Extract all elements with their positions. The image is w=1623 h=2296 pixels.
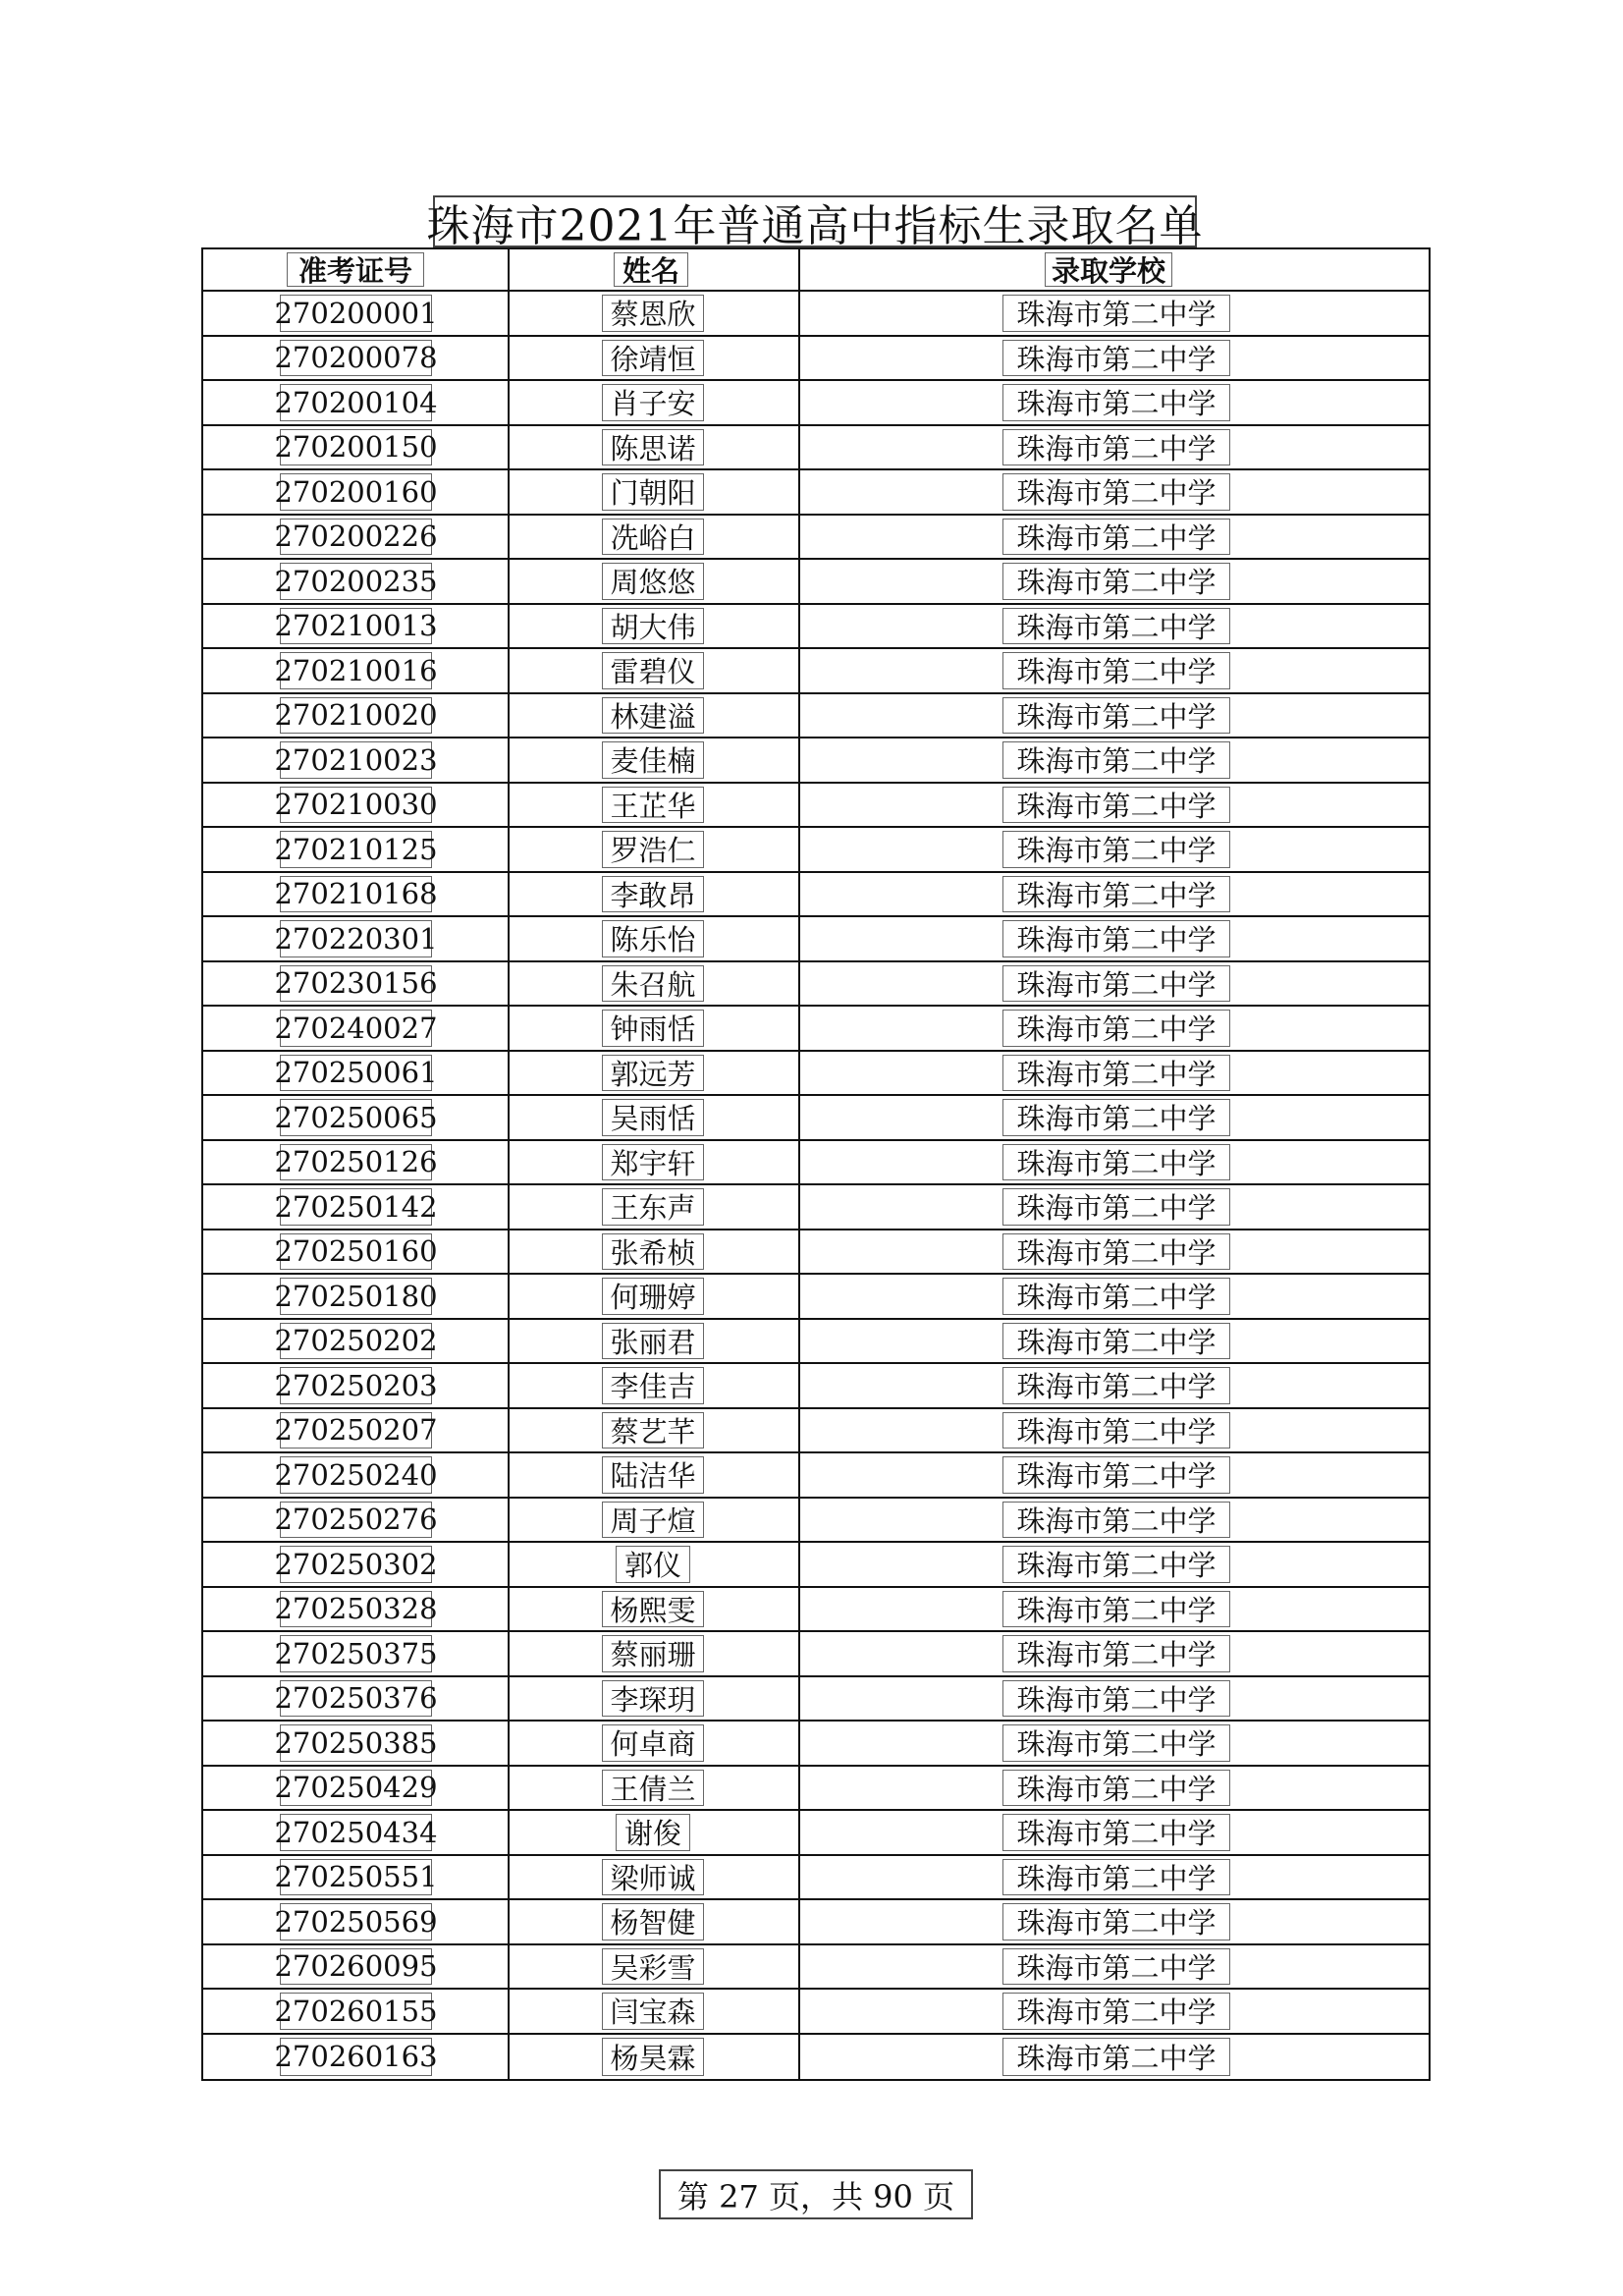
school-cell: 珠海市第二中学 — [1002, 1412, 1230, 1449]
column-divider — [508, 1052, 510, 1095]
column-divider — [798, 1543, 800, 1586]
exam-id-cell: 270250203 — [274, 1368, 438, 1402]
school-cell: 珠海市第二中学 — [1002, 697, 1230, 735]
name-cell: 陈乐怡 — [602, 920, 704, 957]
table-row — [203, 470, 1429, 516]
name-cell: 闫宝森 — [602, 1993, 704, 2030]
name-cell: 门朝阳 — [602, 473, 704, 511]
school-cell: 珠海市第二中学 — [1002, 1323, 1230, 1360]
name-cell: 谢俊 — [616, 1814, 690, 1851]
column-divider — [508, 426, 510, 469]
exam-id-cell: 270250569 — [274, 1904, 438, 1939]
name-cell: 李敢昂 — [602, 876, 704, 913]
table-row — [203, 1990, 1429, 2035]
school-cell: 珠海市第二中学 — [1002, 920, 1230, 957]
school-cell: 珠海市第二中学 — [1002, 1502, 1230, 1539]
school-cell: 珠海市第二中学 — [1002, 1814, 1230, 1851]
school-cell: 珠海市第二中学 — [1002, 1144, 1230, 1181]
name-cell: 陈思诺 — [602, 429, 704, 466]
exam-id-cell: 270250126 — [274, 1145, 438, 1179]
name-cell: 徐靖恒 — [602, 340, 704, 377]
exam-id-cell: 270250202 — [274, 1324, 438, 1358]
exam-id-cell: 270250061 — [274, 1056, 438, 1090]
exam-id-cell: 270250207 — [274, 1413, 438, 1448]
school-cell: 珠海市第二中学 — [1002, 965, 1230, 1003]
column-divider — [798, 1900, 800, 1943]
name-cell: 周悠悠 — [602, 563, 704, 600]
header-school: 录取学校 — [1045, 252, 1172, 287]
column-divider — [508, 1767, 510, 1810]
column-divider — [508, 1722, 510, 1765]
name-cell: 陆洁华 — [602, 1456, 704, 1494]
exam-id-cell: 270250180 — [274, 1279, 438, 1313]
column-divider — [798, 1141, 800, 1184]
column-divider — [508, 516, 510, 559]
table-row — [203, 426, 1429, 471]
column-divider — [798, 516, 800, 559]
school-cell: 珠海市第二中学 — [1002, 519, 1230, 556]
column-divider — [798, 1722, 800, 1765]
table-row — [203, 1052, 1429, 1097]
exam-id-cell: 270250065 — [274, 1100, 438, 1134]
column-divider — [508, 1141, 510, 1184]
column-divider — [508, 1320, 510, 1363]
column-divider — [508, 337, 510, 380]
name-cell: 张丽君 — [602, 1323, 704, 1360]
exam-id-cell: 270230156 — [274, 966, 438, 1001]
name-cell: 李琛玥 — [602, 1680, 704, 1718]
column-divider — [508, 470, 510, 514]
column-divider — [798, 1945, 800, 1989]
column-divider — [798, 1811, 800, 1854]
exam-id-cell: 270250375 — [274, 1636, 438, 1670]
school-cell: 珠海市第二中学 — [1002, 1680, 1230, 1718]
column-divider — [798, 1052, 800, 1095]
table-row — [203, 292, 1429, 337]
column-divider — [798, 1453, 800, 1497]
school-cell: 珠海市第二中学 — [1002, 1188, 1230, 1226]
school-cell: 珠海市第二中学 — [1002, 563, 1230, 600]
exam-id-cell: 270250551 — [274, 1860, 438, 1894]
name-cell: 李佳吉 — [602, 1367, 704, 1404]
name-cell: 郭远芳 — [602, 1055, 704, 1092]
name-cell: 周子煊 — [602, 1502, 704, 1539]
column-divider — [798, 1185, 800, 1229]
column-divider — [508, 1945, 510, 1989]
column-divider — [798, 1409, 800, 1452]
page-title: 珠海市2021年普通高中指标生录取名单 — [433, 195, 1197, 247]
name-cell: 吴彩雪 — [602, 1948, 704, 1986]
table-row — [203, 917, 1429, 962]
table-row — [203, 1275, 1429, 1320]
column-divider — [798, 1767, 800, 1810]
school-cell: 珠海市第二中学 — [1002, 1546, 1230, 1583]
exam-id-cell: 270210030 — [274, 788, 438, 822]
school-cell: 珠海市第二中学 — [1002, 1724, 1230, 1762]
table-row — [203, 2035, 1429, 2080]
column-divider — [508, 962, 510, 1006]
school-cell: 珠海市第二中学 — [1002, 1055, 1230, 1092]
table-row — [203, 381, 1429, 426]
table-row — [203, 828, 1429, 873]
table-row — [203, 605, 1429, 650]
column-divider — [798, 470, 800, 514]
column-divider — [798, 962, 800, 1006]
column-divider — [508, 1811, 510, 1854]
column-divider — [508, 649, 510, 692]
school-cell: 珠海市第二中学 — [1002, 2038, 1230, 2077]
exam-id-cell: 270200226 — [274, 519, 438, 554]
name-cell: 张希桢 — [602, 1233, 704, 1271]
column-divider — [508, 560, 510, 603]
school-cell: 珠海市第二中学 — [1002, 384, 1230, 421]
table-row — [203, 516, 1429, 561]
column-divider — [508, 1499, 510, 1542]
column-divider — [798, 694, 800, 738]
column-divider — [508, 694, 510, 738]
column-divider — [798, 1990, 800, 2033]
column-divider — [798, 2035, 800, 2080]
table-row — [203, 649, 1429, 694]
school-cell: 珠海市第二中学 — [1002, 1948, 1230, 1986]
column-divider — [798, 1364, 800, 1407]
table-row — [203, 1588, 1429, 1633]
table-row — [203, 1364, 1429, 1409]
column-divider — [798, 1632, 800, 1675]
school-cell: 珠海市第二中学 — [1002, 1993, 1230, 2030]
column-divider — [798, 1856, 800, 1899]
table-row — [203, 1141, 1429, 1186]
column-divider — [508, 917, 510, 960]
school-cell: 珠海市第二中学 — [1002, 1635, 1230, 1672]
school-cell: 珠海市第二中学 — [1002, 473, 1230, 511]
header-name: 姓名 — [614, 252, 688, 287]
exam-id-cell: 270250434 — [274, 1815, 438, 1849]
table-row — [203, 1722, 1429, 1767]
column-divider — [798, 873, 800, 916]
school-cell: 珠海市第二中学 — [1002, 1010, 1230, 1047]
name-cell: 钟雨恬 — [602, 1010, 704, 1047]
column-divider — [508, 1409, 510, 1452]
name-cell: 吴雨恬 — [602, 1099, 704, 1136]
exam-id-cell: 270260163 — [280, 2038, 432, 2077]
table-row — [203, 1096, 1429, 1141]
exam-id-cell: 270210013 — [274, 609, 438, 643]
table-row — [203, 1543, 1429, 1588]
name-cell: 梁师诚 — [602, 1859, 704, 1896]
name-cell: 何卓商 — [602, 1724, 704, 1762]
table-body — [203, 292, 1429, 2079]
exam-id-cell: 270240027 — [274, 1011, 438, 1045]
column-divider — [798, 1677, 800, 1721]
exam-id-cell: 270200001 — [274, 296, 438, 330]
exam-id-cell: 270250302 — [274, 1547, 438, 1581]
name-cell: 蔡恩欣 — [602, 295, 704, 332]
name-cell: 朱召航 — [602, 965, 704, 1003]
column-divider — [508, 1453, 510, 1497]
column-divider — [798, 292, 800, 335]
column-divider — [508, 784, 510, 827]
exam-id-cell: 270250328 — [274, 1592, 438, 1626]
column-divider — [798, 381, 800, 424]
column-divider — [508, 738, 510, 782]
school-cell: 珠海市第二中学 — [1002, 1859, 1230, 1896]
column-divider — [798, 1007, 800, 1050]
table-row — [203, 1945, 1429, 1991]
exam-id-cell: 270210168 — [274, 877, 438, 911]
column-divider — [798, 560, 800, 603]
exam-id-cell: 270250385 — [274, 1725, 438, 1760]
school-cell: 珠海市第二中学 — [1002, 652, 1230, 689]
exam-id-cell: 270200235 — [274, 564, 438, 598]
column-divider — [508, 1364, 510, 1407]
school-cell: 珠海市第二中学 — [1002, 1770, 1230, 1807]
exam-id-cell: 270250240 — [274, 1457, 438, 1492]
column-divider — [798, 249, 800, 290]
header-exam-id: 准考证号 — [287, 252, 424, 287]
column-divider — [798, 605, 800, 648]
column-divider — [508, 605, 510, 648]
table-row — [203, 1900, 1429, 1945]
exam-id-cell: 270250376 — [274, 1681, 438, 1716]
name-cell: 蔡丽珊 — [602, 1635, 704, 1672]
column-divider — [508, 1230, 510, 1274]
name-cell: 肖子安 — [602, 384, 704, 421]
column-divider — [508, 1990, 510, 2033]
column-divider — [508, 873, 510, 916]
table-row — [203, 784, 1429, 829]
exam-id-cell: 270250142 — [274, 1189, 438, 1224]
exam-id-cell: 270250276 — [274, 1503, 438, 1537]
table-row — [203, 1767, 1429, 1812]
column-divider — [508, 1185, 510, 1229]
admission-table — [201, 247, 1431, 2081]
column-divider — [798, 649, 800, 692]
table-row — [203, 337, 1429, 382]
column-divider — [798, 337, 800, 380]
exam-id-cell: 270260095 — [274, 1949, 438, 1984]
table-row — [203, 1811, 1429, 1856]
column-divider — [508, 249, 510, 290]
name-cell: 林建溢 — [602, 697, 704, 735]
exam-id-cell: 270200150 — [274, 430, 438, 465]
column-divider — [798, 738, 800, 782]
school-cell: 珠海市第二中学 — [1002, 876, 1230, 913]
column-divider — [508, 828, 510, 871]
table-row — [203, 1230, 1429, 1276]
name-cell: 雷碧仪 — [602, 652, 704, 689]
exam-id-cell: 270210023 — [274, 742, 438, 777]
school-cell: 珠海市第二中学 — [1002, 295, 1230, 332]
exam-id-cell: 270200160 — [274, 474, 438, 509]
school-cell: 珠海市第二中学 — [1002, 741, 1230, 779]
name-cell: 王倩兰 — [602, 1770, 704, 1807]
column-divider — [798, 1499, 800, 1542]
column-divider — [508, 1677, 510, 1721]
school-cell: 珠海市第二中学 — [1002, 608, 1230, 645]
exam-id-cell: 270260155 — [274, 1994, 438, 2028]
name-cell: 蔡艺芊 — [602, 1412, 704, 1449]
school-cell: 珠海市第二中学 — [1002, 1278, 1230, 1315]
school-cell: 珠海市第二中学 — [1002, 1903, 1230, 1941]
column-divider — [508, 381, 510, 424]
column-divider — [508, 1632, 510, 1675]
table-row — [203, 1409, 1429, 1454]
column-divider — [508, 1275, 510, 1318]
exam-id-cell: 270210020 — [274, 698, 438, 733]
table-row — [203, 1185, 1429, 1230]
name-cell: 冼峪白 — [602, 519, 704, 556]
column-divider — [798, 1275, 800, 1318]
exam-id-cell: 270210016 — [274, 653, 438, 687]
exam-id-cell: 270200078 — [274, 341, 438, 375]
column-divider — [508, 1856, 510, 1899]
column-divider — [508, 1588, 510, 1631]
column-divider — [508, 1096, 510, 1139]
name-cell: 杨智健 — [602, 1903, 704, 1941]
school-cell: 珠海市第二中学 — [1002, 787, 1230, 824]
exam-id-cell: 270250429 — [274, 1771, 438, 1805]
school-cell: 珠海市第二中学 — [1002, 1591, 1230, 1628]
table-row — [203, 1007, 1429, 1052]
name-cell: 罗浩仁 — [602, 831, 704, 868]
page-number: 第 27 页，共 90 页 — [659, 2169, 973, 2219]
name-cell: 杨熙雯 — [602, 1591, 704, 1628]
column-divider — [798, 1320, 800, 1363]
column-divider — [798, 426, 800, 469]
name-cell: 胡大伟 — [602, 608, 704, 645]
name-cell: 郑宇轩 — [602, 1144, 704, 1181]
school-cell: 珠海市第二中学 — [1002, 1099, 1230, 1136]
table-row — [203, 1632, 1429, 1677]
column-divider — [798, 1230, 800, 1274]
exam-id-cell: 270210125 — [274, 832, 438, 866]
column-divider — [798, 784, 800, 827]
name-cell: 王芷华 — [602, 787, 704, 824]
name-cell: 王东声 — [602, 1188, 704, 1226]
exam-id-cell: 270200104 — [274, 385, 438, 419]
table-row — [203, 1856, 1429, 1901]
table-row — [203, 1499, 1429, 1544]
column-divider — [508, 1543, 510, 1586]
column-divider — [508, 1007, 510, 1050]
school-cell: 珠海市第二中学 — [1002, 1456, 1230, 1494]
school-cell: 珠海市第二中学 — [1002, 1233, 1230, 1271]
exam-id-cell: 270220301 — [274, 921, 438, 956]
column-divider — [798, 1096, 800, 1139]
name-cell: 何珊婷 — [602, 1278, 704, 1315]
table-row — [203, 1320, 1429, 1365]
table-row — [203, 1453, 1429, 1499]
school-cell: 珠海市第二中学 — [1002, 429, 1230, 466]
table-row — [203, 694, 1429, 739]
school-cell: 珠海市第二中学 — [1002, 831, 1230, 868]
table-row — [203, 1677, 1429, 1722]
column-divider — [798, 1588, 800, 1631]
column-divider — [508, 2035, 510, 2080]
column-divider — [798, 828, 800, 871]
name-cell: 杨昊霖 — [602, 2038, 704, 2077]
table-row — [203, 738, 1429, 784]
school-cell: 珠海市第二中学 — [1002, 1367, 1230, 1404]
name-cell: 麦佳楠 — [602, 741, 704, 779]
column-divider — [508, 292, 510, 335]
table-row — [203, 560, 1429, 605]
exam-id-cell: 270250160 — [274, 1234, 438, 1269]
school-cell: 珠海市第二中学 — [1002, 340, 1230, 377]
column-divider — [798, 917, 800, 960]
table-header — [203, 249, 1429, 292]
column-divider — [508, 1900, 510, 1943]
name-cell: 郭仪 — [616, 1546, 690, 1583]
table-row — [203, 962, 1429, 1008]
table-row — [203, 873, 1429, 918]
